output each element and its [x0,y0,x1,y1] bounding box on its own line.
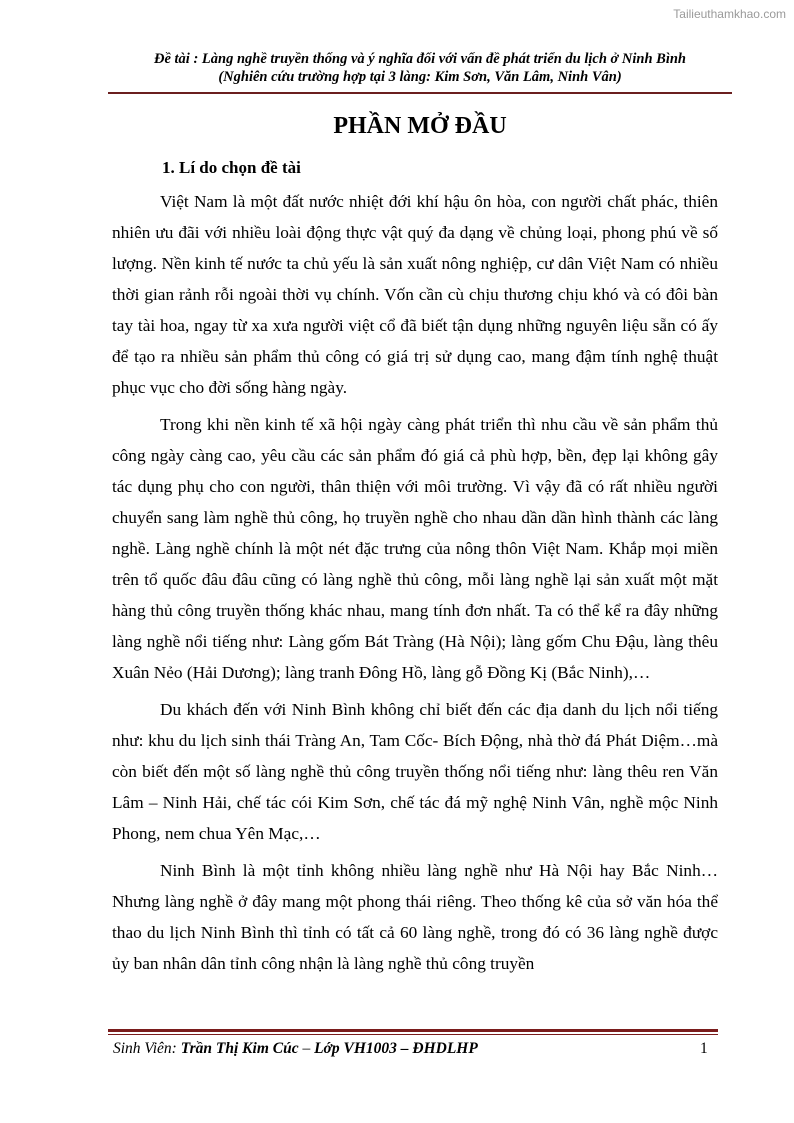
header-divider [108,92,732,94]
paragraph: Trong khi nền kinh tế xã hội ngày càng phát triển thì nhu cầu về sản phẩm thủ công ngày càng cao, yêu cầu các sản phẩm đó giá cả phù hợp, bền, đẹp lại không gây tác dụng phụ cho con người, thân thiện với môi trường. Vì vậy đã có rất nhiều người chuyển sang làm nghề thủ công, họ truyền nghề cho nhau dần dần hình thành các làng nghề. Làng nghề chính là một nét đặc trưng của nông thôn Việt Nam. Khắp mọi miền trên tổ quốc đâu đâu cũng có làng nghề thủ công, mỗi làng nghề lại sản xuất một mặt hàng thủ công truyền thống khác nhau, mang tính đơn nhất. Ta có thể kể ra đây những làng nghề nổi tiếng như: Làng gốm Bát Tràng (Hà Nội); làng gốm Chu Đậu, làng thêu Xuân Nẻo (Hải Dương); làng tranh Đông Hồ, làng gỗ Đồng Kị (Bắc Ninh),… [112,415,718,682]
footer-student-name: Trần Thị Kim Cúc [180,1040,299,1057]
page-number: 1 [700,1040,708,1057]
footer-separator: – [298,1040,315,1057]
watermark: Tailieuthamkhao.com [673,7,786,21]
footer-label: Sinh Viên: [113,1040,181,1057]
header-subtitle: (Nghiên cứu trường hợp tại 3 làng: Kim Sơn, Văn Lâm, Ninh Vân) [218,69,622,85]
footer-divider-thick [108,1029,718,1032]
section-heading: 1. Lí do chọn đề tài [162,158,301,177]
footer [113,1040,718,1058]
paragraph: Du khách đến với Ninh Bình không chỉ biết đến các địa danh du lịch nổi tiếng như: khu du lịch sinh thái Tràng An, Tam Cốc- Bích Động, nhà thờ đá Phát Diệm…mà còn biết đến một số làng nghề thủ công truyền thống nổi tiếng như: làng thêu ren Văn Lâm – Ninh Hải, chế tác cói Kim Sơn, chế tác đá mỹ nghệ Ninh Vân, nghề mộc Ninh Phong, nem chua Yên Mạc,… [112,700,718,843]
footer-divider-thin [108,1034,718,1035]
body-text [112,186,718,985]
paragraph: Ninh Bình là một tỉnh không nhiều làng nghề như Hà Nội hay Bắc Ninh… Nhưng làng nghề ở đây mang một phong thái riêng. Theo thống kê của sở văn hóa thể thao du lịch Ninh Bình thì tỉnh có tất cả 60 làng nghề, trong đó có 36 làng nghề được ủy ban nhân dân tỉnh công nhận là làng nghề thủ công truyền [112,861,718,973]
header-topic: Đề tài : Làng nghề truyền thống và ý nghĩa đối với vấn đề phát triển du lịch ở Ninh Bình [154,51,686,67]
footer-class-info: Lớp VH1003 – ĐHDLHP [314,1040,478,1057]
paragraph: Việt Nam là một đất nước nhiệt đới khí hậu ôn hòa, con người chất phác, thiên nhiên ưu đãi với nhiều loài động thực vật quý đa dạng về chủng loại, phong phú về số lượng. Nền kinh tế nước ta chủ yếu là sản xuất nông nghiệp, cư dân Việt Nam có nhiều thời gian rảnh rỗi ngoài thời vụ chính. Vốn cần cù chịu thương chịu khó và có đôi bàn tay tài hoa, ngay từ xa xưa người việt cổ đã biết tận dụng những nguyên liệu sẵn có ấy để tạo ra nhiều sản phẩm thủ công có giá trị sử dụng cao, mang đậm tính nghệ thuật phục vục cho đời sống hàng ngày. [112,192,718,397]
page-title: PHẦN MỞ ĐẦU [333,113,507,139]
document-header [108,50,732,86]
